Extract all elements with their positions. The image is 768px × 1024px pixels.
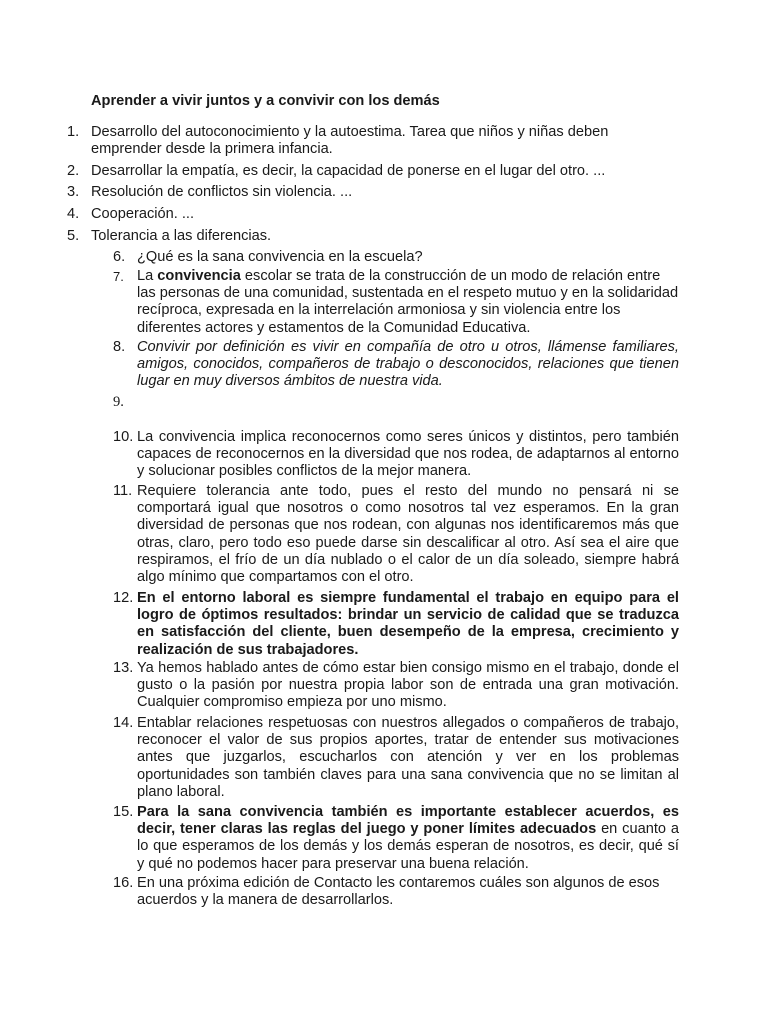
list-number: 14. [113, 715, 134, 731]
list-item [113, 590, 679, 659]
document-title: Aprender a vivir juntos y a convivir con los demás [91, 93, 440, 109]
list-number: 15. [113, 804, 134, 820]
text-segment: en cuanto a lo que esperamos de los demás y los demás esperan de nosotros, es decir, qué sí y qué no podemos hacer para preservar una buena relación. [137, 821, 679, 872]
text-segment: La [137, 268, 158, 284]
list-item [67, 184, 707, 201]
list-text: En el entorno laboral es siempre fundamental el trabajo en equipo para el logro de óptimos resultados: brindar un servicio de calidad que se traduzca en satisfacción del cliente, buen desempeño de la empresa, crecimiento y realización de sus trabajadores. [137, 590, 679, 658]
list-text [113, 268, 679, 337]
list-text: Requiere tolerancia ante todo, pues el resto del mundo no pensará ni se comportará igual que nosotros o como nosotros tal vez esperamos. En la gran diversidad de personas que nos rodean, con algunas nos identificaremos más que otras, claro, pero todo eso puede darse sin descalificar al otro. Así sea el aire que respiramos, el frío de un día nublado o el calor de un día soleado, siempre habrá algo mínimo que compartamos con el otro. [137, 483, 679, 586]
list-number: 11. [113, 483, 133, 499]
list-item [113, 268, 679, 337]
list-number: 2. [67, 163, 80, 179]
list-item [113, 804, 679, 873]
list-text: La convivencia implica reconocernos como seres únicos y distintos, pero también capaces de reconocernos en la diversidad que nos rodea, de adaptarnos al entorno y solucionar posibles conflictos de la mejor manera. [137, 429, 679, 480]
list-number: 3. [67, 184, 80, 200]
list-number: 10. [113, 429, 134, 445]
list-number: 13. [113, 660, 134, 676]
list-text: Tolerancia a las diferencias. [91, 228, 272, 244]
list-item [113, 660, 679, 712]
list-text: Desarrollo del autoconocimiento y la autoestima. Tarea que niños y niñas deben emprender desde la primera infancia. [91, 124, 609, 158]
list-text: En una próxima edición de Contacto les contaremos cuáles son algunos de esos acuerdos y la manera de desarrollarlos. [137, 875, 660, 909]
text-segment: escolar se trata de la construcción de un modo de relación entre las personas de una comunidad, sustentada en el respeto mutuo y en la solidaridad recíproca, expresada en la interrelación armoniosa y sin violencia entre los diferentes actores y estamentos de la Comunidad Educativa. [137, 268, 679, 336]
emphasis-text: Para la sana convivencia también es importante establecer acuerdos, es decir, tener claras las reglas del juego y poner límites adecuados [137, 804, 679, 838]
list-item [113, 339, 679, 391]
list-number: 9. [113, 394, 124, 410]
list-number: 6. [113, 249, 126, 265]
list-item [113, 483, 679, 586]
list-number: 16. [113, 875, 134, 891]
list-text: Entablar relaciones respetuosas con nuestros allegados o compañeros de trabajo, reconocer el valor de sus propios aportes, tratar de entender sus motivaciones antes que juzgarlos, escucharlos con atención y ver en los problemas oportunidades son también claves para una sana convivencia que no se limitan al plano laboral. [137, 715, 679, 800]
list-number: 4. [67, 206, 80, 222]
list-item [113, 429, 679, 481]
emphasis-text: convivencia [157, 268, 241, 284]
list-text: ¿Qué es la sana convivencia en la escuela? [137, 249, 423, 265]
list-number: 12. [113, 590, 134, 606]
list-number: 1. [67, 124, 80, 140]
list-number: 5. [67, 228, 80, 244]
list-text: Desarrollar la empatía, es decir, la capacidad de ponerse en el lugar del otro. ... [91, 163, 606, 179]
list-text: Cooperación. ... [91, 206, 195, 222]
list-item [113, 875, 679, 909]
list-item [113, 249, 679, 266]
list-number: 7. [113, 269, 124, 284]
list-text [113, 804, 679, 873]
list-text: Ya hemos hablado antes de cómo estar bien consigo mismo en el trabajo, donde el gusto o la pasión por nuestra propia labor son de entrada una gran motivación. Cualquier compromiso empieza por uno mismo. [137, 660, 679, 711]
list-number: 8. [113, 339, 126, 355]
list-text: Resolución de conflictos sin violencia. ... [91, 184, 353, 200]
list-item [67, 228, 707, 245]
list-item [67, 163, 707, 180]
list-item [67, 124, 637, 158]
list-item [67, 206, 707, 223]
list-item [113, 715, 679, 801]
list-text: Convivir por definición es vivir en compañía de otro u otros, llámense familiares, amigos, conocidos, compañeros de trabajo o desconocidos, relaciones que tienen lugar en muy diversos ámbitos de nuestra vida. [137, 339, 679, 390]
